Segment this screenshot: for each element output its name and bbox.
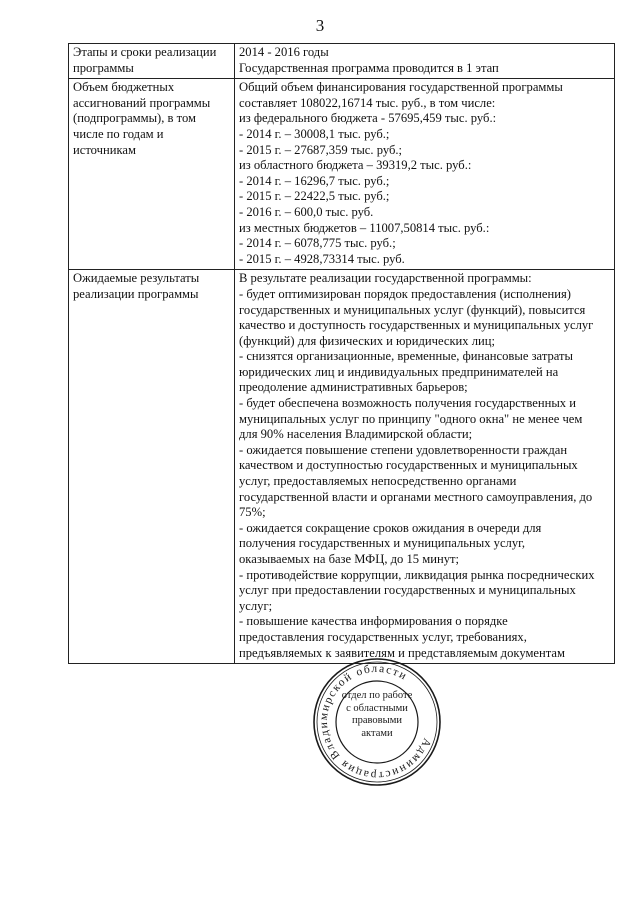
value-line: В результате реализации государственной программы:	[239, 271, 532, 286]
value-line: услуг при предоставлении государственных и муниципальных	[239, 583, 576, 598]
value-line: оказываемых на базе МФЦ, до 15 минут;	[239, 552, 459, 566]
value-line: предъявляемых к заявителям и представляемым документам	[239, 645, 565, 660]
label-line: числе по годам и	[73, 126, 164, 141]
value-line: качество и доступность государственных и муниципальных услуг	[239, 318, 594, 333]
value-line: - 2014 г. – 6078,775 тыс. руб.;	[239, 236, 396, 251]
value-line: составляет 108022,16714 тыс. руб., в том числе:	[239, 95, 496, 110]
stamp-center-line: правовыми	[352, 715, 402, 726]
value-line: 75%;	[239, 505, 266, 520]
value-line: преодоление административных барьеров;	[239, 380, 468, 395]
value-line: - 2015 г. – 27687,359 тыс. руб.;	[239, 142, 403, 157]
table-row	[69, 79, 615, 270]
value-line: - противодействие коррупции, ликвидация рынка посреднических	[239, 567, 595, 582]
value-line: - 2016 г. – 600,0 тыс. руб.	[239, 204, 374, 219]
label-line: Объем бюджетных	[73, 80, 175, 95]
value-line: - 2014 г. – 16296,7 тыс. руб.;	[239, 173, 390, 188]
label-line: Ожидаемые результаты	[73, 271, 200, 286]
value-line: Общий объем финансирования государственной программы	[239, 80, 563, 95]
value-line: - будет оптимизирован порядок предоставления (исполнения)	[239, 286, 571, 301]
label-line: (подпрограммы), в том	[73, 111, 197, 126]
value-line: из местных бюджетов – 11007,50814 тыс. руб.:	[239, 220, 490, 235]
program-passport-table	[68, 43, 615, 664]
value-line: 2014 - 2016 годы	[239, 45, 329, 59]
value-line: - будет обеспечена возможность получения государственных и	[239, 396, 576, 411]
stamp-ring-text-path: Администрация Владимирской области	[317, 662, 434, 782]
value-line: (функций) для физических и юридических лиц;	[239, 333, 496, 348]
row-value-results	[235, 270, 615, 664]
value-line: - снизятся организационные, временные, финансовые затраты	[239, 349, 574, 364]
value-line: для 90% населения Владимирской области;	[239, 427, 473, 442]
value-line: получения государственных и муниципальных услуг,	[239, 536, 526, 551]
value-line: предоставления государственных услуг, требованиях,	[239, 629, 527, 644]
row-value-stages	[235, 44, 615, 79]
value-line: - 2015 г. – 4928,73314 тыс. руб.	[239, 251, 405, 266]
value-line: - повышение качества информирования о порядке	[239, 614, 508, 629]
label-line: Этапы и сроки реализации	[73, 45, 217, 59]
table-row	[69, 270, 615, 664]
label-line: реализации программы	[73, 286, 199, 301]
value-line: услуг, предоставляемых непосредственно органами	[239, 474, 517, 489]
row-label-results	[69, 270, 235, 664]
value-line: из федерального бюджета - 57695,459 тыс. руб.:	[239, 111, 497, 126]
value-line: услуг;	[239, 598, 273, 613]
value-line: - 2014 г. – 30008,1 тыс. руб.;	[239, 126, 390, 141]
value-line: из областного бюджета – 39319,2 тыс. руб.:	[239, 158, 472, 173]
value-line: качеством и доступностью государственных и муниципальных	[239, 458, 578, 473]
official-stamp	[311, 656, 443, 788]
row-value-budget	[235, 79, 615, 270]
value-line: муниципальных услуг по принципу "одного окна" не менее чем	[239, 411, 583, 426]
value-line: - 2015 г. – 22422,5 тыс. руб.;	[239, 189, 390, 204]
page-number: 3	[315, 16, 325, 35]
stamp-center-line: с областными	[346, 702, 408, 714]
stamp-center-line: отдел по работе	[341, 690, 413, 701]
value-line: - ожидается повышение степени удовлетворенности граждан	[239, 442, 568, 457]
value-line: Государственная программа проводится в 1 этап	[239, 60, 499, 75]
value-line: юридических лиц и индивидуальных предпринимателей на	[239, 364, 559, 379]
label-line: программы	[73, 60, 134, 75]
stamp-center-line: актами	[361, 727, 393, 739]
table-row	[69, 44, 615, 79]
value-line: государственных и муниципальных услуг (функций), повысится	[239, 302, 586, 317]
row-label-budget	[69, 79, 235, 270]
value-line: государственной власти и органами местного самоуправления, до	[239, 489, 593, 504]
stamp-center-text	[337, 690, 417, 740]
value-line: - ожидается сокращение сроков ожидания в очереди для	[239, 520, 542, 535]
label-line: источникам	[73, 142, 136, 157]
label-line: ассигнований программы	[73, 95, 211, 110]
row-label-stages	[69, 44, 235, 79]
